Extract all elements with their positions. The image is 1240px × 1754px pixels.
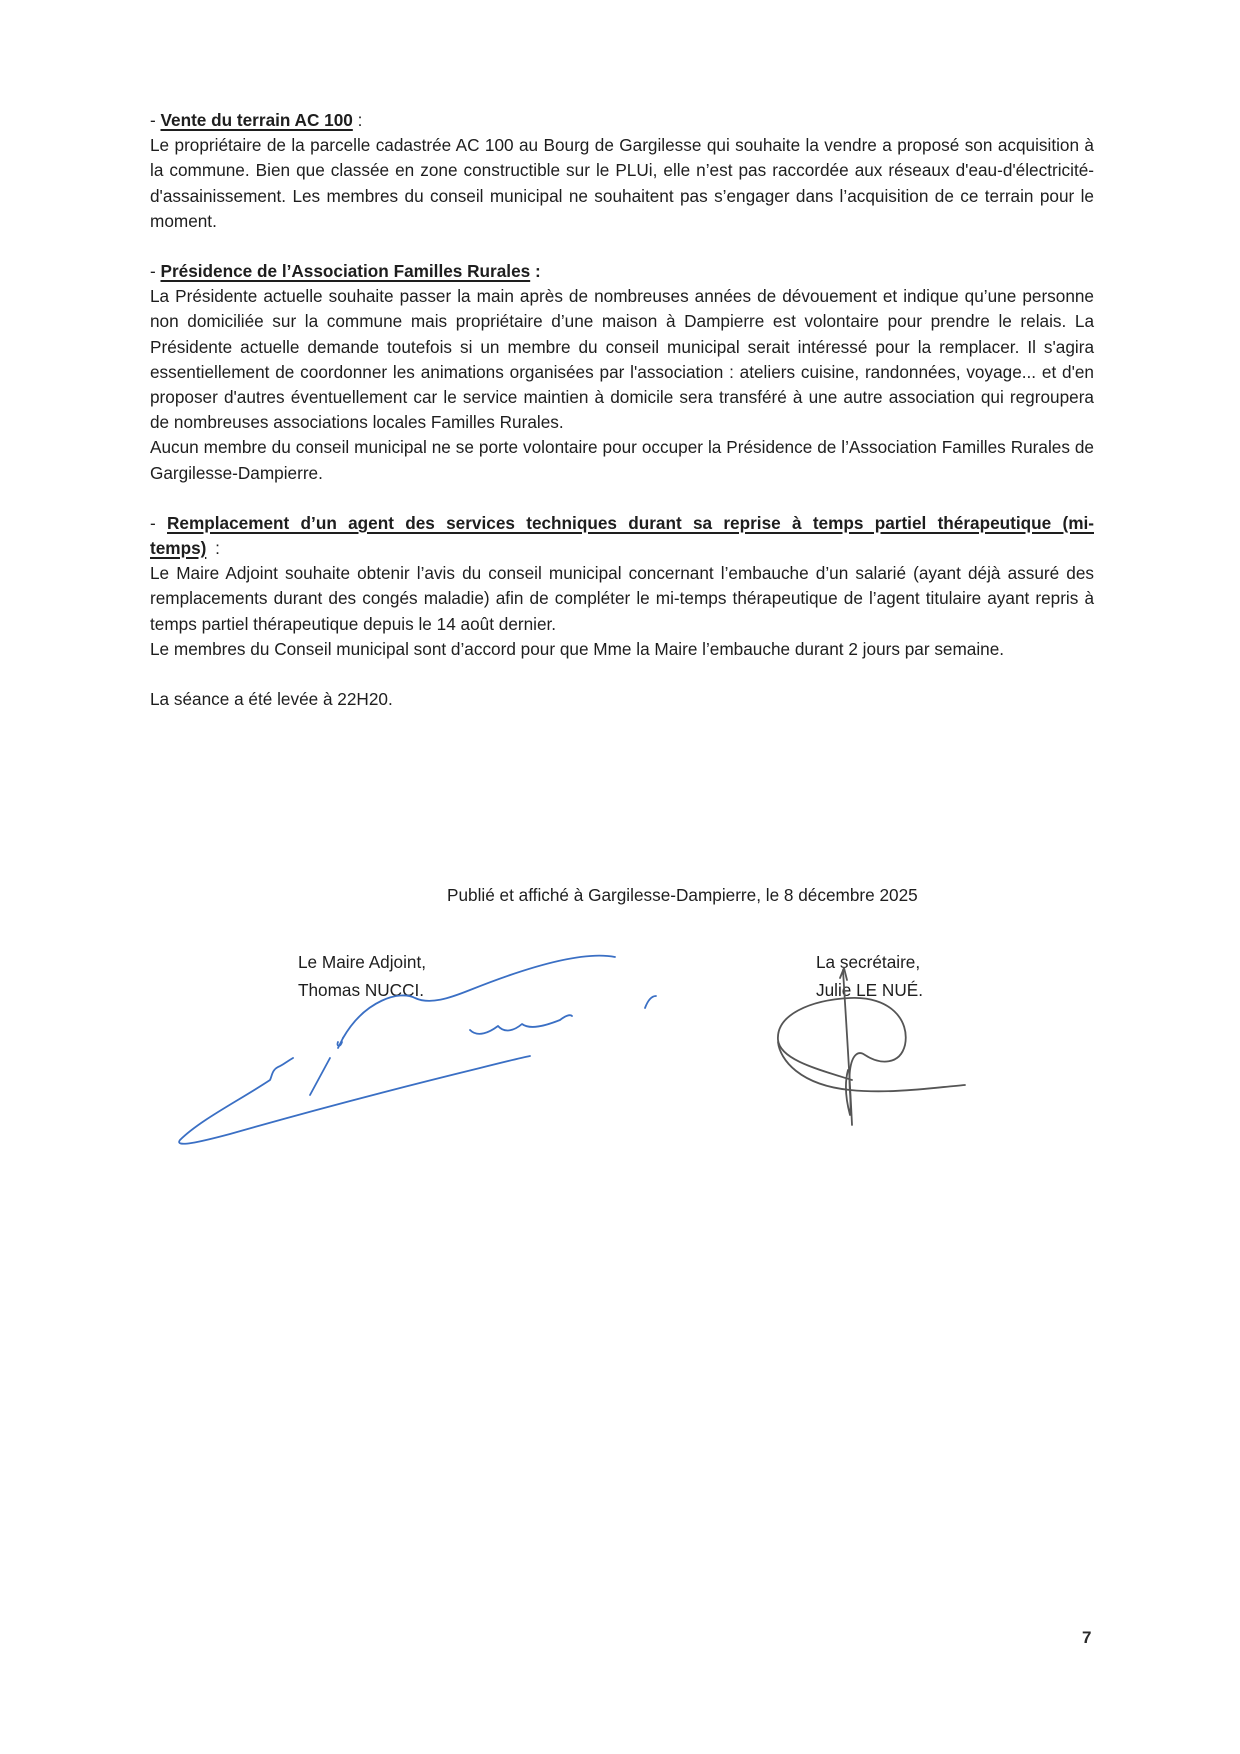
section-heading: - Remplacement d’un agent des services techniques durant sa reprise à temps partiel thérapeutique (mi-temps) :	[150, 512, 1094, 559]
section-heading: - Présidence de l’Association Familles Rurales :	[150, 261, 541, 282]
section-paragraph: Aucun membre du conseil municipal ne se porte volontaire pour occuper la Présidence de l’Association Familles Rurales de Gargilesse-Dampierre.	[150, 437, 1094, 483]
section-heading: - Vente du terrain AC 100 :	[150, 110, 363, 130]
section-paragraph: Le Maire Adjoint souhaite obtenir l’avis du conseil municipal concernant l’embauche d’un salarié (ayant déjà assuré des remplacements durant des congés maladie) afin de compléter le mi-temps thérapeutique de l’agent titulaire ayant repris à temps partiel thérapeutique depuis le 14 août dernier.	[150, 563, 1094, 634]
signatory-role: La secrétaire,	[816, 952, 921, 972]
page-number: 7	[1082, 1628, 1092, 1647]
section-paragraph: La Présidente actuelle souhaite passer la main après de nombreuses années de dévouement et indique qu’une personne non domiciliée sur la commune mais propriétaire d’une maison à Dampierre est volontaire pour prendre le relais. La Présidente actuelle demande toutefois si un membre du conseil municipal serait intéressé pour la remplacer. Il s'agira essentiellement de coordonner les animations organisées par l'association : ateliers cuisine, randonnées, voyage... et d'en proposer d'autres éventuellement car le service maintien à domicile sera transféré à une autre association qui regroupera de nombreuses associations locales Familles Rurales.	[150, 286, 1094, 433]
signature-block-secretaire	[816, 948, 923, 1004]
section-title: Vente du terrain AC 100	[160, 110, 353, 130]
closing-statement: La séance a été levée à 22H20.	[150, 689, 393, 710]
signatory-name: Julie LE NUÉ.	[816, 980, 923, 1000]
section-paragraph: Le propriétaire de la parcelle cadastrée AC 100 au Bourg de Gargilesse qui souhaite la vendre a proposé son acquisition à la commune. Bien que classée en zone constructible sur le PLUi, elle n’est pas raccordée aux réseaux d'eau-d'électricité-d'assainissement. Les membres du conseil municipal ne souhaitent pas s’engager dans l’acquisition de ce terrain pour le moment.	[150, 135, 1094, 231]
section-paragraph: Le membres du Conseil municipal sont d’accord pour que Mme la Maire l’embauche durant 2 jours par semaine.	[150, 638, 1005, 659]
section-vente-terrain	[150, 108, 1094, 234]
document-body	[150, 108, 1094, 712]
section-remplacement-agent	[150, 511, 1094, 662]
publication-notice: Publié et affiché à Gargilesse-Dampierre, le 8 décembre 2025	[447, 885, 918, 905]
section-title: Remplacement d’un agent des services techniques durant sa reprise à temps partiel thérapeutique (mi-temps)	[150, 512, 1094, 559]
signature-block-maire-adjoint	[298, 948, 426, 1004]
section-title: Présidence de l’Association Familles Rurales	[160, 261, 531, 282]
signatory-role: Le Maire Adjoint,	[298, 952, 427, 972]
section-presidence-association	[150, 259, 1094, 486]
signatory-name: Thomas NUCCI.	[298, 980, 425, 1000]
